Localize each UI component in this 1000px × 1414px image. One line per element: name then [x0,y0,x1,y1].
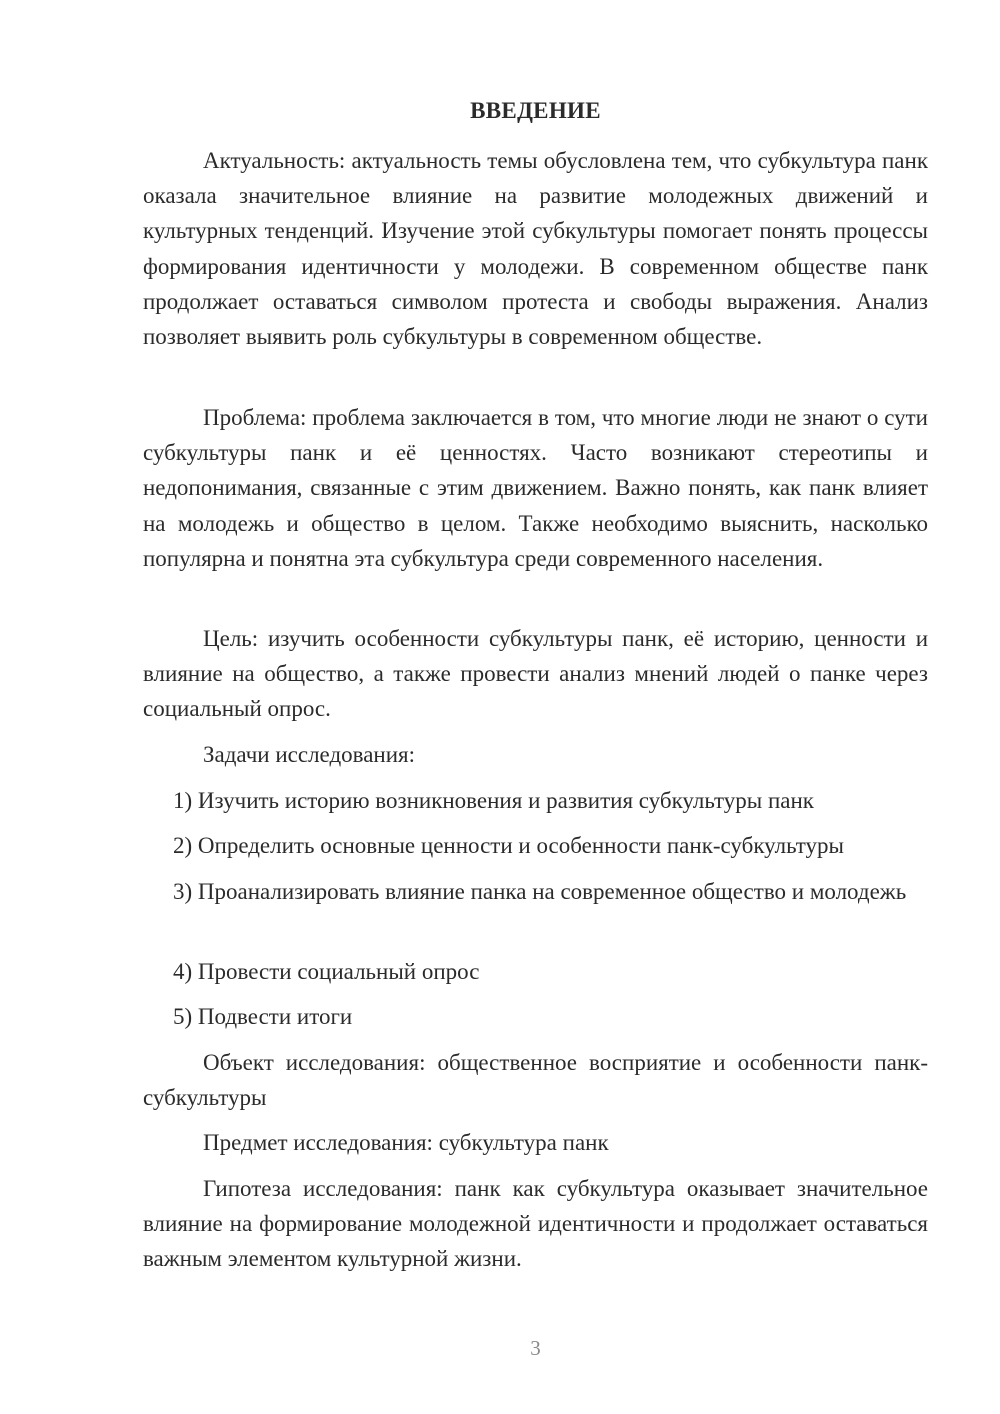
paragraph-subject: Предмет исследования: субкультура панк [203,1130,609,1155]
paragraph-goal: Цель: изучить особенности субкультуры панк, её историю, ценности и влияние на общество, а также провести анализ мнений людей о панке через социальный опрос. [143,626,928,722]
document-page [143,0,928,1414]
paragraph-relevance: Актуальность: актуальность темы обусловлена тем, что субкультура панк оказала значительное влияние на развитие молодежных движений и культурных тенденций. Изучение этой субкультуры помогает понять процессы формирования идентичности у молодежи. В современном обществе панк продолжает оставаться символом протеста и свободы выражения. Анализ позволяет выявить роль субкультуры в современном обществе. [143,148,928,350]
task-item-4: 4) Провести социальный опрос [173,959,480,984]
task-item-1: 1) Изучить историю возникновения и развития субкультуры панк [173,788,814,813]
page-number: 3 [530,1336,541,1360]
tasks-heading: Задачи исследования: [203,742,416,767]
paragraph-hypothesis: Гипотеза исследования: панк как субкультура оказывает значительное влияние на формирование молодежной идентичности и продолжает оставаться важным элементом культурной жизни. [143,1176,928,1272]
task-item-5: 5) Подвести итоги [173,1004,353,1029]
paragraph-problem: Проблема: проблема заключается в том, что многие люди не знают о сути субкультуры панк и её ценностях. Часто возникают стереотипы и недопонимания, связанные с этим движением. Важно понять, как панк влияет на молодежь и общество в целом. Также необходимо выяснить, насколько популярна и понятна эта субкультура среди современного населения. [143,405,928,571]
task-item-2: 2) Определить основные ценности и особенности панк-субкультуры [173,833,844,858]
task-item-3: 3) Проанализировать влияние панка на современное общество и молодежь [173,879,907,904]
page-title: ВВЕДЕНИЕ [470,98,601,123]
paragraph-object: Объект исследования: общественное восприятие и особенности панк-субкультуры [143,1050,928,1111]
